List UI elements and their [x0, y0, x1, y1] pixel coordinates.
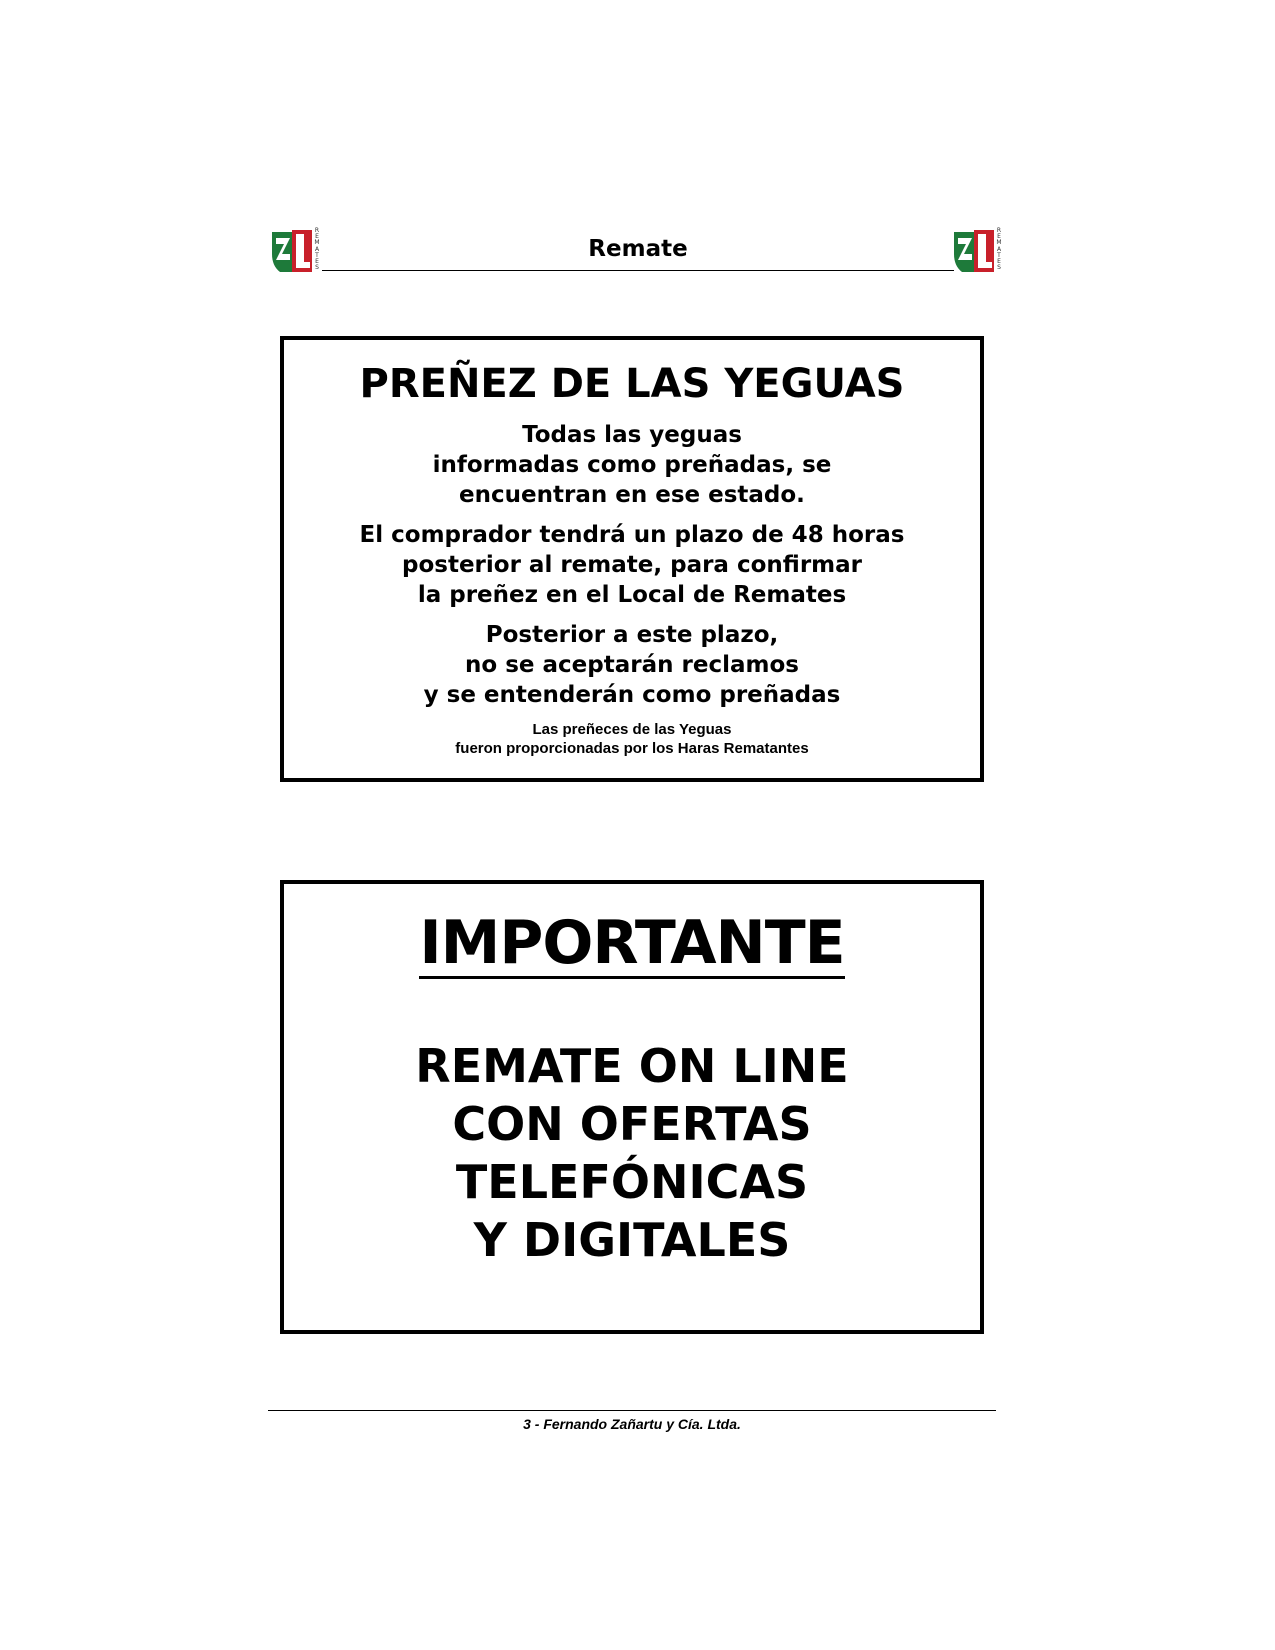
text-line: Todas las yeguas	[522, 422, 742, 448]
text-line: posterior al remate, para confirmar	[402, 552, 862, 578]
pregnancy-source-note	[284, 720, 980, 758]
important-notice-title: IMPORTANTE	[419, 908, 845, 978]
text-line: informadas como preñadas, se	[432, 452, 832, 478]
logo-side-text: R E M A T E S	[314, 227, 320, 272]
text-line: CON OFERTAS	[452, 1097, 812, 1151]
text-line: Las preñeces de las Yeguas	[532, 721, 732, 738]
logo-side-text: R E M A T E S	[996, 227, 1002, 272]
pregnancy-notice-title: PREÑEZ DE LAS YEGUAS	[359, 361, 905, 407]
text-line: y se entenderán como preñadas	[423, 682, 841, 708]
pregnancy-paragraph-3	[284, 620, 980, 710]
text-line: Posterior a este plazo,	[485, 622, 779, 648]
footer-rule	[268, 1410, 996, 1411]
important-notice-box	[280, 880, 984, 1334]
page-header	[270, 226, 1006, 278]
header-title: Remate	[588, 236, 688, 262]
text-line: fueron proporcionadas por los Haras Rematantes	[455, 740, 809, 757]
pregnancy-notice-box	[280, 336, 984, 782]
online-auction-message	[284, 1037, 980, 1269]
text-line: Y DIGITALES	[473, 1213, 791, 1267]
pregnancy-paragraph-2	[284, 520, 980, 610]
zl-logo-icon	[952, 226, 996, 274]
zl-remates-logo	[952, 226, 1006, 276]
pregnancy-paragraph-1	[284, 420, 980, 510]
header-rule	[322, 270, 954, 271]
text-line: no se aceptarán reclamos	[465, 652, 799, 678]
page-footer: 3 - Fernando Zañartu y Cía. Ltda.	[523, 1416, 741, 1432]
text-line: TELEFÓNICAS	[455, 1155, 809, 1209]
text-line: El comprador tendrá un plazo de 48 horas	[359, 522, 905, 548]
text-line: la preñez en el Local de Remates	[417, 582, 847, 608]
text-line: encuentran en ese estado.	[459, 482, 805, 508]
text-line: REMATE ON LINE	[415, 1039, 849, 1093]
